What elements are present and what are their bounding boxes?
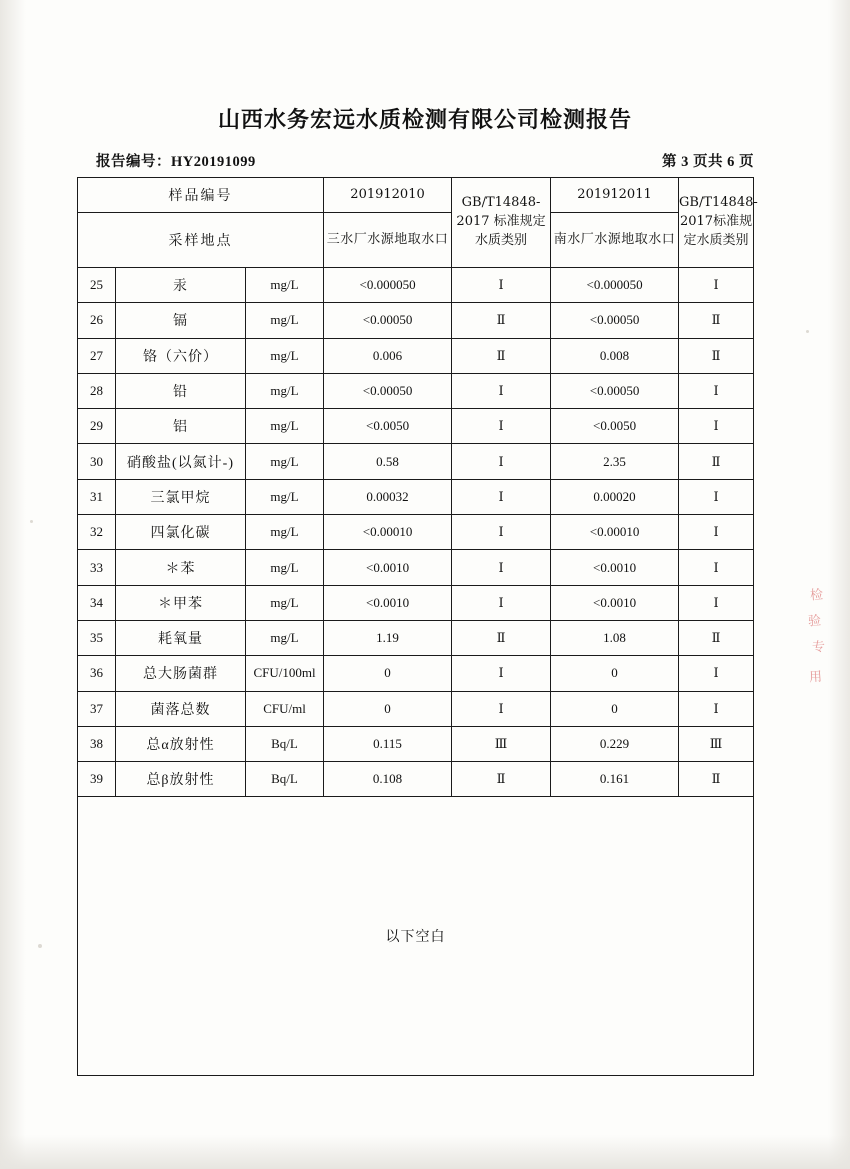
row-value-2: <0.0050 <box>551 409 679 444</box>
table-header-row-sample-id <box>78 178 754 213</box>
row-class-2: Ⅱ <box>679 444 754 479</box>
row-unit: mg/L <box>246 444 324 479</box>
paper-speck <box>30 520 33 523</box>
row-class-1: Ⅰ <box>452 515 551 550</box>
table-row <box>78 620 754 655</box>
row-class-1: Ⅱ <box>452 303 551 338</box>
row-index: 38 <box>78 726 116 761</box>
stamp-char: 专 <box>811 639 826 656</box>
row-class-1: Ⅲ <box>452 726 551 761</box>
row-class-2: Ⅰ <box>679 585 754 620</box>
row-parameter: ＊甲苯 <box>116 585 246 620</box>
stamp-char: 检 <box>809 587 824 604</box>
blank-area-row <box>78 797 754 1076</box>
row-parameter: 硝酸盐(以氮计-) <box>116 444 246 479</box>
row-value-2: <0.00050 <box>551 303 679 338</box>
row-class-2: Ⅰ <box>679 409 754 444</box>
row-value-1: 0.006 <box>324 338 452 373</box>
row-index: 30 <box>78 444 116 479</box>
row-unit: mg/L <box>246 373 324 408</box>
page-indicator: 第 3 页共 6 页 <box>662 154 754 170</box>
row-class-1: Ⅱ <box>452 620 551 655</box>
row-unit: mg/L <box>246 479 324 514</box>
row-index: 35 <box>78 620 116 655</box>
row-parameter: 耗氧量 <box>116 620 246 655</box>
row-parameter: ＊苯 <box>116 550 246 585</box>
row-index: 36 <box>78 656 116 691</box>
row-unit: CFU/ml <box>246 691 324 726</box>
table-row <box>78 585 754 620</box>
row-class-2: Ⅲ <box>679 726 754 761</box>
row-value-2: <0.00050 <box>551 373 679 408</box>
row-parameter: 菌落总数 <box>116 691 246 726</box>
paper-speck <box>806 330 809 333</box>
row-parameter: 镉 <box>116 303 246 338</box>
row-value-2: <0.0010 <box>551 585 679 620</box>
row-value-1: 0.115 <box>324 726 452 761</box>
row-value-2: 2.35 <box>551 444 679 479</box>
table-row <box>78 409 754 444</box>
row-class-2: Ⅱ <box>679 338 754 373</box>
row-class-2: Ⅰ <box>679 479 754 514</box>
row-index: 25 <box>78 268 116 303</box>
row-unit: mg/L <box>246 585 324 620</box>
report-number-value: HY20191099 <box>171 154 256 170</box>
row-unit: mg/L <box>246 550 324 585</box>
row-value-1: 0.58 <box>324 444 452 479</box>
row-unit: Bq/L <box>246 726 324 761</box>
row-value-1: <0.0010 <box>324 585 452 620</box>
row-unit: mg/L <box>246 620 324 655</box>
scan-edge-bottom <box>0 1135 850 1169</box>
row-parameter: 三氯甲烷 <box>116 479 246 514</box>
row-parameter: 铅 <box>116 373 246 408</box>
row-class-1: Ⅰ <box>452 691 551 726</box>
row-class-1: Ⅰ <box>452 373 551 408</box>
table-row <box>78 550 754 585</box>
row-index: 28 <box>78 373 116 408</box>
scan-edge-left <box>0 0 26 1169</box>
table-row <box>78 762 754 797</box>
row-unit: CFU/100ml <box>246 656 324 691</box>
row-value-1: <0.000050 <box>324 268 452 303</box>
row-value-2: <0.00010 <box>551 515 679 550</box>
results-table <box>77 177 758 1076</box>
table-row <box>78 656 754 691</box>
row-unit: mg/L <box>246 303 324 338</box>
header-sample-id-2: 201912011 <box>551 178 679 213</box>
row-value-2: 0.229 <box>551 726 679 761</box>
row-value-1: <0.00010 <box>324 515 452 550</box>
row-index: 26 <box>78 303 116 338</box>
table-row <box>78 479 754 514</box>
row-unit: mg/L <box>246 515 324 550</box>
row-value-2: 0 <box>551 656 679 691</box>
stamp-char: 验 <box>807 613 822 630</box>
row-parameter: 总大肠菌群 <box>116 656 246 691</box>
row-class-2: Ⅰ <box>679 656 754 691</box>
row-class-1: Ⅰ <box>452 479 551 514</box>
row-index: 39 <box>78 762 116 797</box>
row-unit: mg/L <box>246 338 324 373</box>
header-sample-id-1: 201912010 <box>324 178 452 213</box>
table-row <box>78 338 754 373</box>
row-class-2: Ⅰ <box>679 550 754 585</box>
blank-note: 以下空白 <box>78 797 754 1076</box>
table-row <box>78 268 754 303</box>
row-parameter: 汞 <box>116 268 246 303</box>
header-standard-2: GB/T14848-2017标准规定水质类别 <box>679 178 754 268</box>
row-index: 27 <box>78 338 116 373</box>
row-class-2: Ⅰ <box>679 515 754 550</box>
page-title: 山西水务宏远水质检测有限公司检测报告 <box>217 107 632 133</box>
header-standard-1: GB/T14848-2017 标准规定水质类别 <box>452 178 551 268</box>
row-class-2: Ⅱ <box>679 762 754 797</box>
row-value-1: <0.00050 <box>324 303 452 338</box>
row-parameter: 总β放射性 <box>116 762 246 797</box>
row-unit: Bq/L <box>246 762 324 797</box>
row-class-2: Ⅰ <box>679 268 754 303</box>
row-value-1: 0.00032 <box>324 479 452 514</box>
row-value-2: <0.0010 <box>551 550 679 585</box>
row-class-2: Ⅱ <box>679 303 754 338</box>
row-unit: mg/L <box>246 268 324 303</box>
row-class-1: Ⅰ <box>452 444 551 479</box>
row-class-1: Ⅰ <box>452 585 551 620</box>
row-class-2: Ⅰ <box>679 691 754 726</box>
row-value-2: 0.161 <box>551 762 679 797</box>
row-parameter: 四氯化碳 <box>116 515 246 550</box>
row-value-2: <0.000050 <box>551 268 679 303</box>
row-value-2: 0 <box>551 691 679 726</box>
row-class-1: Ⅱ <box>452 762 551 797</box>
paper-speck <box>38 944 42 948</box>
row-value-2: 1.08 <box>551 620 679 655</box>
stamp-mark <box>806 580 836 700</box>
row-class-1: Ⅰ <box>452 656 551 691</box>
row-unit: mg/L <box>246 409 324 444</box>
row-value-2: 0.00020 <box>551 479 679 514</box>
table-row <box>78 691 754 726</box>
row-value-1: 0 <box>324 691 452 726</box>
table-row <box>78 515 754 550</box>
row-class-1: Ⅰ <box>452 268 551 303</box>
row-class-2: Ⅱ <box>679 620 754 655</box>
table-row <box>78 726 754 761</box>
row-value-1: <0.0050 <box>324 409 452 444</box>
row-parameter: 铬（六价） <box>116 338 246 373</box>
row-class-1: Ⅰ <box>452 550 551 585</box>
header-location-2: 南水厂水源地取水口 <box>551 213 679 268</box>
row-value-1: 0.108 <box>324 762 452 797</box>
row-index: 37 <box>78 691 116 726</box>
header-sample-id-label: 样品编号 <box>78 178 324 213</box>
row-value-1: 1.19 <box>324 620 452 655</box>
row-index: 32 <box>78 515 116 550</box>
row-index: 29 <box>78 409 116 444</box>
row-value-1: <0.00050 <box>324 373 452 408</box>
row-value-2: 0.008 <box>551 338 679 373</box>
row-value-1: 0 <box>324 656 452 691</box>
table-header-row-location <box>78 213 754 268</box>
row-class-2: Ⅰ <box>679 373 754 408</box>
stamp-char: 用 <box>808 669 823 686</box>
report-number <box>96 150 256 171</box>
table-row <box>78 303 754 338</box>
row-parameter: 铝 <box>116 409 246 444</box>
table-row <box>78 444 754 479</box>
report-meta <box>96 150 754 171</box>
row-class-1: Ⅰ <box>452 409 551 444</box>
header-location-label: 采样地点 <box>78 213 324 268</box>
header-location-1: 三水厂水源地取水口 <box>324 213 452 268</box>
row-class-1: Ⅱ <box>452 338 551 373</box>
table-row <box>78 373 754 408</box>
row-index: 31 <box>78 479 116 514</box>
row-index: 33 <box>78 550 116 585</box>
report-number-label: 报告编号： <box>96 154 171 170</box>
row-parameter: 总α放射性 <box>116 726 246 761</box>
row-value-1: <0.0010 <box>324 550 452 585</box>
row-index: 34 <box>78 585 116 620</box>
scan-edge-right <box>828 0 850 1169</box>
